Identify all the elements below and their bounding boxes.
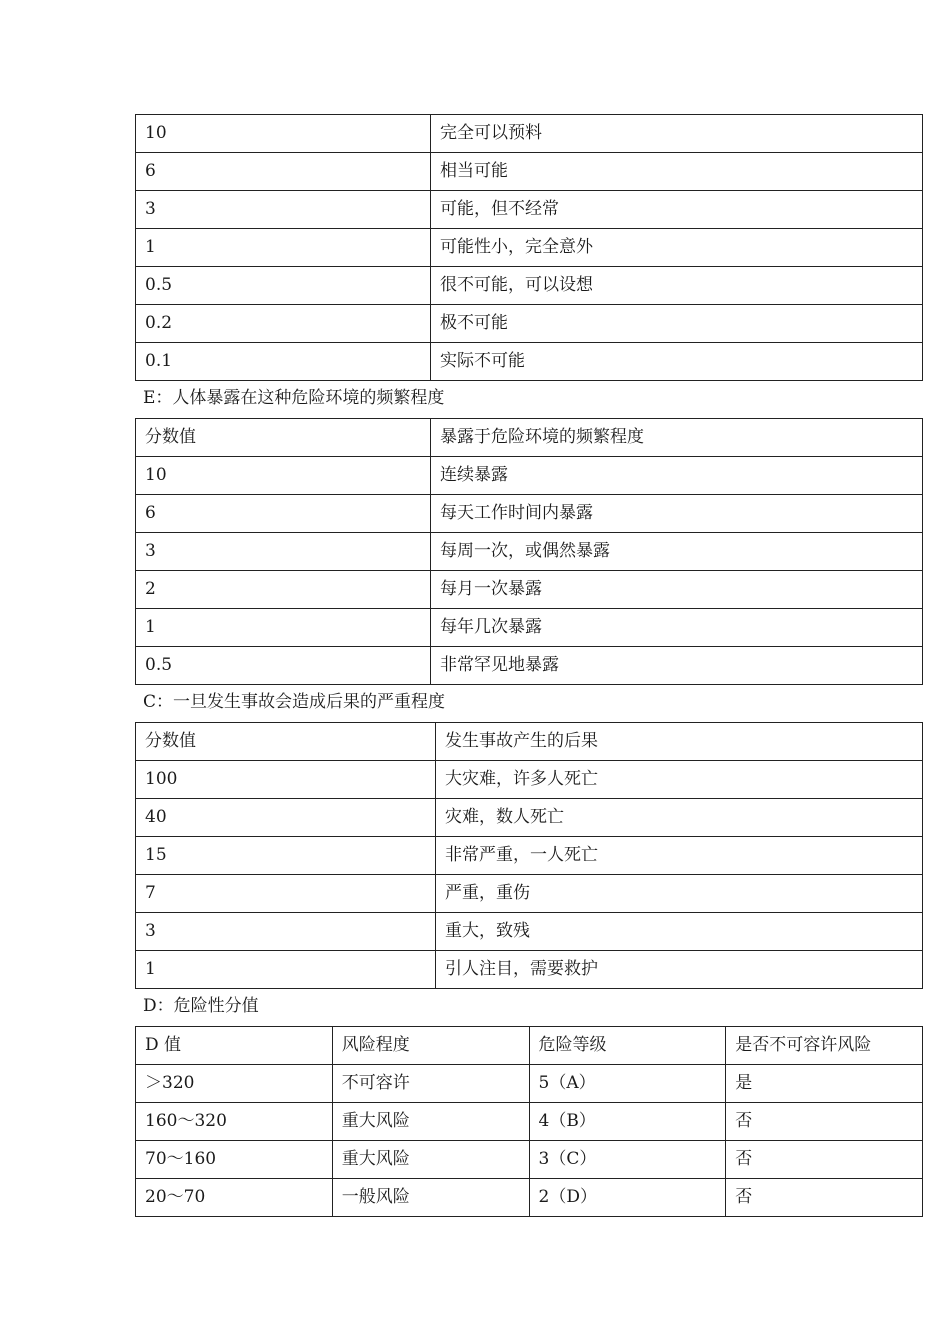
- description-cell: 相当可能: [431, 153, 923, 191]
- score-cell: 1: [136, 951, 436, 989]
- description-cell: 可能，但不经常: [431, 191, 923, 229]
- score-cell: 1: [136, 229, 431, 267]
- risk-degree-cell: 一般风险: [332, 1179, 529, 1217]
- description-cell: 大灾难，许多人死亡: [436, 761, 923, 799]
- score-cell: 0.5: [136, 267, 431, 305]
- description-cell: 重大，致残: [436, 913, 923, 951]
- table-row: [136, 533, 923, 571]
- exposure-table: [135, 418, 923, 685]
- risk-score-table: [135, 1026, 923, 1217]
- score-cell: 0.5: [136, 647, 431, 685]
- score-cell: 3: [136, 191, 431, 229]
- table-row: [136, 647, 923, 685]
- intolerable-cell: 否: [726, 1103, 923, 1141]
- description-cell: 非常罕见地暴露: [431, 647, 923, 685]
- table-row: [136, 153, 923, 191]
- table-row: [136, 1179, 923, 1217]
- score-cell: 6: [136, 495, 431, 533]
- table-header-row: [136, 1027, 923, 1065]
- d-value-cell: ＞320: [136, 1065, 333, 1103]
- table-row: [136, 913, 923, 951]
- d-value-cell: 160～320: [136, 1103, 333, 1141]
- risk-degree-cell: 重大风险: [332, 1103, 529, 1141]
- description-cell: 每年几次暴露: [431, 609, 923, 647]
- description-cell: 完全可以预料: [431, 115, 923, 153]
- column-header: 风险程度: [332, 1027, 529, 1065]
- table-row: [136, 1065, 923, 1103]
- risk-level-cell: 4（B）: [529, 1103, 726, 1141]
- table-row: [136, 837, 923, 875]
- table-row: [136, 305, 923, 343]
- score-cell: 6: [136, 153, 431, 191]
- column-header: 是否不可容许风险: [726, 1027, 923, 1065]
- table-row: [136, 457, 923, 495]
- table-row: [136, 761, 923, 799]
- column-header: 分数值: [136, 723, 436, 761]
- description-cell: 实际不可能: [431, 343, 923, 381]
- table-row: [136, 1103, 923, 1141]
- description-cell: 灾难，数人死亡: [436, 799, 923, 837]
- table-row: [136, 1141, 923, 1179]
- d-value-cell: 70～160: [136, 1141, 333, 1179]
- description-cell: 每周一次，或偶然暴露: [431, 533, 923, 571]
- description-cell: 非常严重，一人死亡: [436, 837, 923, 875]
- intolerable-cell: 否: [726, 1141, 923, 1179]
- description-cell: 严重，重伤: [436, 875, 923, 913]
- risk-degree-cell: 不可容许: [332, 1065, 529, 1103]
- score-cell: 3: [136, 533, 431, 571]
- table-header-row: [136, 419, 923, 457]
- description-cell: 很不可能，可以设想: [431, 267, 923, 305]
- likelihood-table: [135, 114, 923, 381]
- table-header-row: [136, 723, 923, 761]
- consequence-caption: C：一旦发生事故会造成后果的严重程度: [143, 692, 446, 712]
- table-row: [136, 799, 923, 837]
- table-row: [136, 875, 923, 913]
- intolerable-cell: 否: [726, 1179, 923, 1217]
- score-cell: 10: [136, 457, 431, 495]
- column-header: 危险等级: [529, 1027, 726, 1065]
- score-cell: 15: [136, 837, 436, 875]
- consequence-table: [135, 722, 923, 989]
- column-header: D 值: [136, 1027, 333, 1065]
- intolerable-cell: 是: [726, 1065, 923, 1103]
- table-row: [136, 495, 923, 533]
- column-header: 暴露于危险环境的频繁程度: [431, 419, 923, 457]
- score-cell: 100: [136, 761, 436, 799]
- column-header: 分数值: [136, 419, 431, 457]
- score-cell: 40: [136, 799, 436, 837]
- description-cell: 引人注目，需要救护: [436, 951, 923, 989]
- table-row: [136, 115, 923, 153]
- description-cell: 极不可能: [431, 305, 923, 343]
- exposure-caption: E：人体暴露在这种危险环境的频繁程度: [143, 388, 445, 408]
- table-row: [136, 343, 923, 381]
- document-body: [135, 114, 923, 1217]
- risk-score-caption: D：危险性分值: [143, 996, 259, 1016]
- risk-level-cell: 2（D）: [529, 1179, 726, 1217]
- score-cell: 10: [136, 115, 431, 153]
- table-row: [136, 609, 923, 647]
- risk-degree-cell: 重大风险: [332, 1141, 529, 1179]
- description-cell: 每月一次暴露: [431, 571, 923, 609]
- table-row: [136, 229, 923, 267]
- table-row: [136, 571, 923, 609]
- column-header: 发生事故产生的后果: [436, 723, 923, 761]
- score-cell: 0.1: [136, 343, 431, 381]
- table-row: [136, 267, 923, 305]
- description-cell: 连续暴露: [431, 457, 923, 495]
- risk-level-cell: 5（A）: [529, 1065, 726, 1103]
- risk-level-cell: 3（C）: [529, 1141, 726, 1179]
- table-row: [136, 951, 923, 989]
- score-cell: 3: [136, 913, 436, 951]
- d-value-cell: 20～70: [136, 1179, 333, 1217]
- description-cell: 每天工作时间内暴露: [431, 495, 923, 533]
- score-cell: 2: [136, 571, 431, 609]
- score-cell: 7: [136, 875, 436, 913]
- table-row: [136, 191, 923, 229]
- score-cell: 0.2: [136, 305, 431, 343]
- score-cell: 1: [136, 609, 431, 647]
- description-cell: 可能性小，完全意外: [431, 229, 923, 267]
